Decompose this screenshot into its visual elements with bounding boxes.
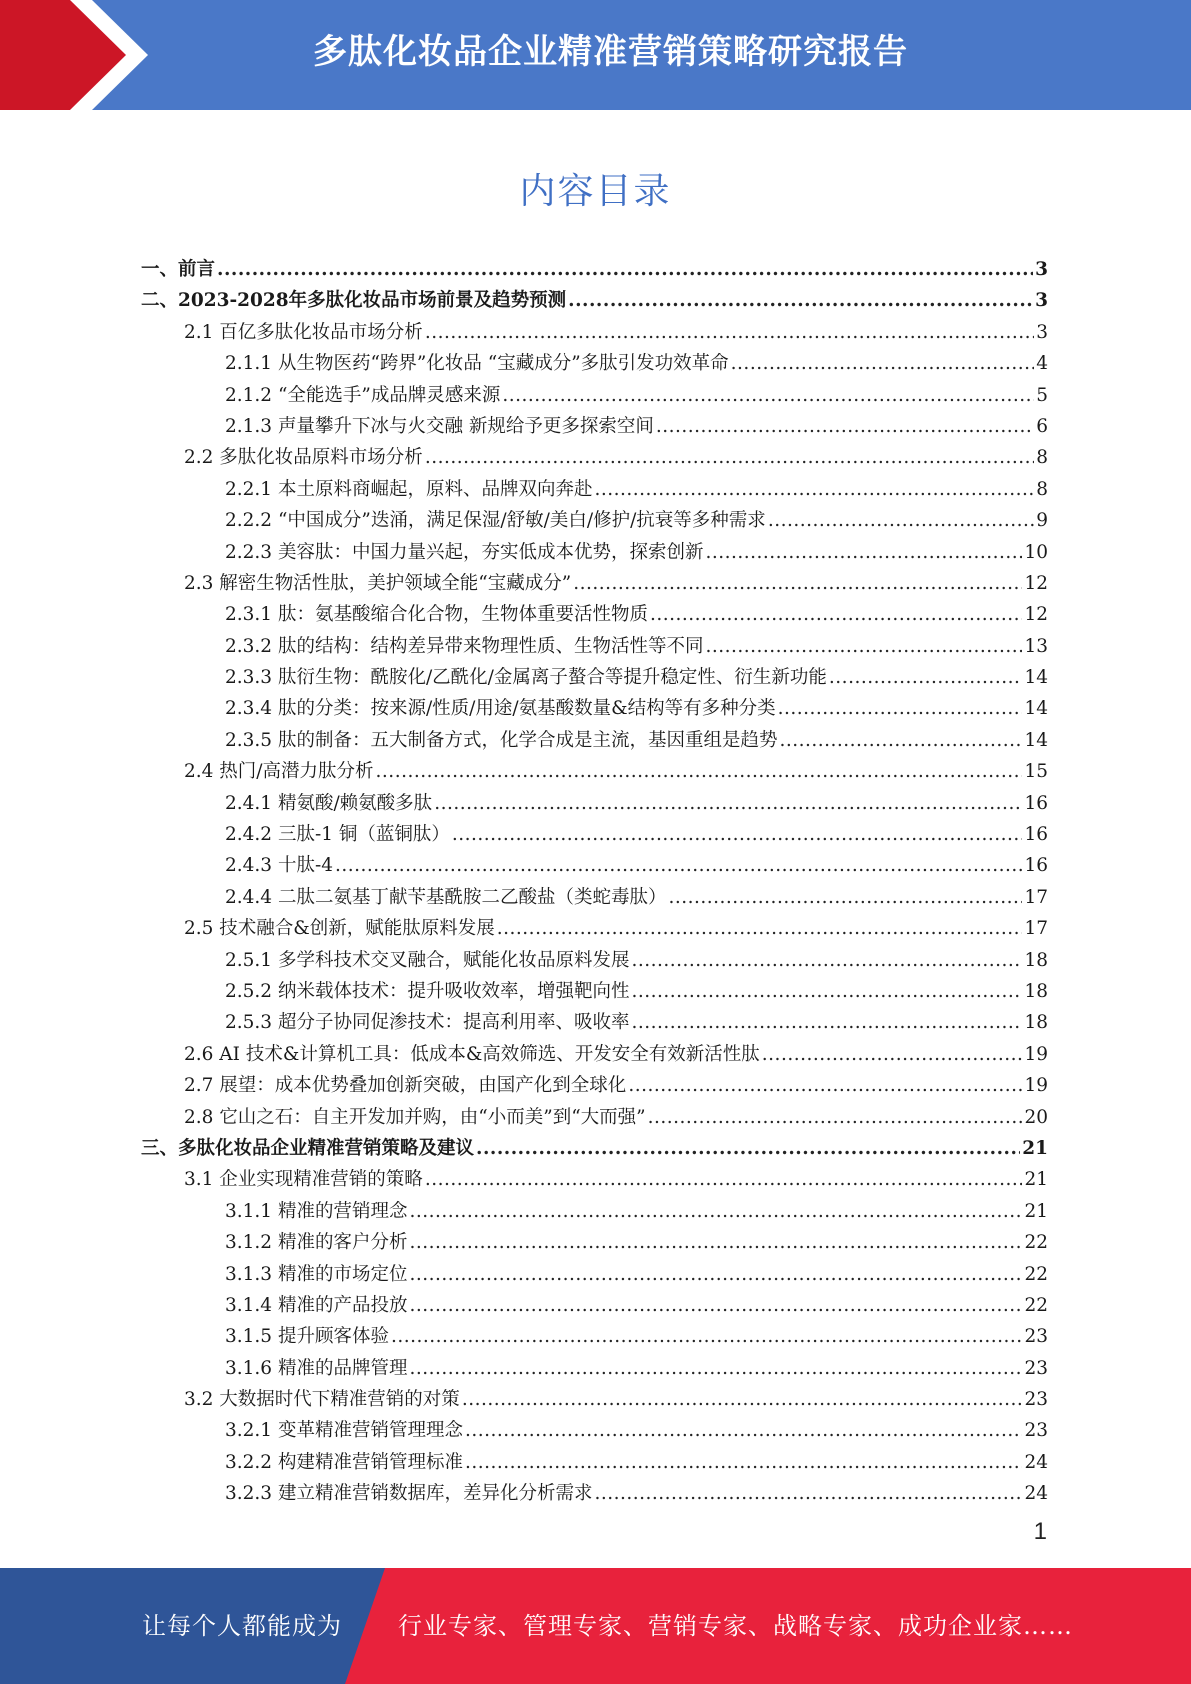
toc-entry-text: 3.1 企业实现精准营销的策略 bbox=[184, 1169, 423, 1191]
toc-entry-text: 2.7 展望：成本优势叠加创新突破，由国产化到全球化 bbox=[184, 1075, 627, 1097]
toc-entry[interactable] bbox=[141, 1447, 1048, 1478]
toc-entry-page: 12 bbox=[1024, 604, 1048, 626]
toc-entry[interactable] bbox=[141, 1321, 1048, 1352]
toc-entry-text: 2.3.4 肽的分类：按来源/性质/用途/氨基酸数量&结构等有多种分类 bbox=[225, 698, 776, 720]
toc-entry-text: 2.5.2 纳米载体技术：提升吸收效率，增强靶向性 bbox=[225, 980, 630, 1002]
toc-leader-dots bbox=[656, 411, 1034, 442]
toc-entry-page: 14 bbox=[1024, 698, 1048, 720]
toc-entry-page: 23 bbox=[1024, 1326, 1048, 1348]
toc-entry-page: 16 bbox=[1024, 792, 1048, 814]
toc-entry-text: 2.3.1 肽：氨基酸缩合化合物，生物体重要活性物质 bbox=[225, 604, 648, 626]
toc-leader-dots bbox=[829, 662, 1023, 693]
toc-entry-text: 2.4.3 十肽-4 bbox=[225, 855, 333, 877]
toc-entry[interactable] bbox=[141, 348, 1048, 379]
toc-leader-dots bbox=[465, 1415, 1022, 1446]
toc-entry-page: 23 bbox=[1024, 1420, 1048, 1442]
toc-entry-page: 10 bbox=[1024, 541, 1048, 563]
toc-entry-text: 2.5.3 超分子协同促渗技术：提高利用率、吸收率 bbox=[225, 1012, 630, 1034]
toc-entry[interactable] bbox=[141, 285, 1048, 316]
toc-entry[interactable] bbox=[141, 631, 1048, 662]
toc-entry-page: 12 bbox=[1024, 572, 1048, 594]
toc-entry[interactable] bbox=[141, 913, 1048, 944]
toc-entry-text: 2.1.2 “全能选手”成品牌灵感来源 bbox=[225, 384, 501, 406]
toc-heading: 内容目录 bbox=[519, 171, 672, 212]
toc-entry-text: 2.4.4 二肽二氨基丁献苄基酰胺二乙酸盐（类蛇毒肽） bbox=[225, 886, 667, 908]
toc-leader-dots bbox=[573, 568, 1022, 599]
toc-entry-text: 一、前言 bbox=[141, 259, 216, 280]
toc-leader-dots bbox=[594, 1478, 1022, 1509]
toc-entry[interactable] bbox=[141, 1007, 1048, 1038]
toc-entry-text: 3.1.3 精准的市场定位 bbox=[225, 1263, 408, 1285]
toc-entry-page: 21 bbox=[1024, 1200, 1048, 1222]
toc-entry[interactable] bbox=[141, 411, 1048, 442]
toc-leader-dots bbox=[409, 1227, 1022, 1258]
toc-leader-dots bbox=[425, 442, 1034, 473]
toc-leader-dots bbox=[631, 1007, 1022, 1038]
toc-entry-text: 3.2.1 变革精准营销管理理念 bbox=[225, 1420, 463, 1442]
toc-leader-dots bbox=[425, 1164, 1023, 1195]
footer-slogan-right: 行业专家、管理专家、营销专家、战略专家、成功企业家…… bbox=[398, 1612, 1073, 1640]
toc-entry[interactable] bbox=[141, 788, 1048, 819]
toc-entry-page: 16 bbox=[1024, 855, 1048, 877]
toc-entry-page: 19 bbox=[1024, 1043, 1048, 1065]
toc-entry[interactable] bbox=[141, 1290, 1048, 1321]
toc-entry-text: 2.1.3 声量攀升下冰与火交融 新规给予更多探索空间 bbox=[225, 415, 654, 437]
toc-entry-page: 22 bbox=[1024, 1294, 1048, 1316]
toc-entry-page: 18 bbox=[1024, 949, 1048, 971]
toc-entry-page: 17 bbox=[1024, 918, 1048, 940]
toc-entry-page: 18 bbox=[1024, 1012, 1048, 1034]
toc-entry-text: 3.2.3 建立精准营销数据库，差异化分析需求 bbox=[225, 1483, 593, 1505]
toc-entry-text: 2.8 它山之石：自主开发加并购，由“小而美”到“大而强” bbox=[184, 1106, 646, 1128]
toc-leader-dots bbox=[648, 1102, 1023, 1133]
toc-entry[interactable] bbox=[141, 1384, 1048, 1415]
toc-leader-dots bbox=[462, 1384, 1023, 1415]
toc-leader-dots bbox=[497, 913, 1023, 944]
toc-entry-text: 3.1.1 精准的营销理念 bbox=[225, 1200, 408, 1222]
toc-entry[interactable] bbox=[141, 1478, 1048, 1509]
toc-entry-page: 6 bbox=[1036, 415, 1048, 437]
toc-leader-dots bbox=[409, 1196, 1022, 1227]
document-title: 多肽化妆品企业精准营销策略研究报告 bbox=[313, 32, 908, 72]
toc-entry-text: 2.5.1 多学科技术交叉融合，赋能化妆品原料发展 bbox=[225, 949, 630, 971]
toc-entry-text: 2.4.1 精氨酸/赖氨酸多肽 bbox=[225, 792, 433, 814]
toc-entry-text: 2.1.1 从生物医药“跨界”化妆品 “宝藏成分”多肽引发功效革命 bbox=[225, 353, 729, 375]
toc-entry-page: 24 bbox=[1024, 1483, 1048, 1505]
toc-entry-page: 5 bbox=[1036, 384, 1048, 406]
toc-entry[interactable] bbox=[141, 442, 1048, 473]
toc-entry[interactable] bbox=[141, 254, 1048, 285]
toc-entry[interactable] bbox=[141, 1039, 1048, 1070]
page-number: 1 bbox=[1033, 1518, 1047, 1545]
toc-leader-dots bbox=[778, 693, 1023, 724]
toc-leader-dots bbox=[762, 1039, 1023, 1070]
toc-entry[interactable] bbox=[141, 756, 1048, 787]
toc-entry[interactable] bbox=[141, 1133, 1048, 1164]
toc-entry-page: 20 bbox=[1024, 1106, 1048, 1128]
toc-leader-dots bbox=[594, 474, 1034, 505]
toc-entry-text: 2.2.3 美容肽：中国力量兴起，夯实低成本优势，探索创新 bbox=[225, 541, 704, 563]
toc-entry-text: 3.1.4 精准的产品投放 bbox=[225, 1294, 408, 1316]
toc-entry-text: 3.2.2 构建精准营销管理标准 bbox=[225, 1451, 463, 1473]
toc-entry[interactable] bbox=[141, 505, 1048, 536]
toc-leader-dots bbox=[502, 380, 1034, 411]
toc-leader-dots bbox=[731, 348, 1035, 379]
footer-slogan-left: 让每个人都能成为 bbox=[142, 1612, 342, 1640]
toc-entry[interactable] bbox=[141, 537, 1048, 568]
toc-entry[interactable] bbox=[141, 725, 1048, 756]
toc-leader-dots bbox=[376, 756, 1023, 787]
toc-leader-dots bbox=[434, 788, 1022, 819]
toc-entry-text: 2.3.3 肽衍生物：酰胺化/乙酰化/金属离子螯合等提升稳定性、衍生新功能 bbox=[225, 667, 827, 689]
toc-leader-dots bbox=[631, 976, 1022, 1007]
toc-entry[interactable] bbox=[141, 380, 1048, 411]
toc-leader-dots bbox=[668, 882, 1022, 913]
toc-entry-text: 2.2 多肽化妆品原料市场分析 bbox=[184, 447, 423, 469]
toc-entry[interactable] bbox=[141, 850, 1048, 881]
toc-entry[interactable] bbox=[141, 1070, 1048, 1101]
toc-leader-dots bbox=[705, 631, 1022, 662]
toc-entry-page: 18 bbox=[1024, 980, 1048, 1002]
toc-entry-page: 8 bbox=[1036, 478, 1048, 500]
toc-leader-dots bbox=[568, 285, 1033, 316]
toc-leader-dots bbox=[391, 1321, 1022, 1352]
toc-leader-dots bbox=[465, 1447, 1022, 1478]
toc-entry-text: 2.3.2 肽的结构：结构差异带来物理性质、生物活性等不同 bbox=[225, 635, 704, 657]
toc-entry-page: 14 bbox=[1024, 729, 1048, 751]
toc-leader-dots bbox=[631, 945, 1022, 976]
toc-entry[interactable] bbox=[141, 317, 1048, 348]
toc-entry-text: 3.1.6 精准的品牌管理 bbox=[225, 1357, 408, 1379]
toc-entry-page: 19 bbox=[1024, 1075, 1048, 1097]
toc-leader-dots bbox=[217, 254, 1033, 285]
table-of-contents bbox=[141, 254, 1048, 1510]
toc-entry-page: 21 bbox=[1024, 1169, 1048, 1191]
toc-leader-dots bbox=[779, 725, 1022, 756]
toc-entry[interactable] bbox=[141, 693, 1048, 724]
toc-entry[interactable] bbox=[141, 1102, 1048, 1133]
toc-entry[interactable] bbox=[141, 976, 1048, 1007]
toc-entry-text: 2.2.2 “中国成分”迭涌，满足保湿/舒敏/美白/修护/抗衰等多种需求 bbox=[225, 510, 766, 532]
toc-entry[interactable] bbox=[141, 882, 1048, 913]
toc-leader-dots bbox=[409, 1353, 1022, 1384]
toc-entry-page: 3 bbox=[1036, 321, 1048, 343]
toc-entry[interactable] bbox=[141, 599, 1048, 630]
toc-entry-page: 16 bbox=[1024, 824, 1048, 846]
toc-leader-dots bbox=[425, 317, 1034, 348]
toc-entry-page: 3 bbox=[1035, 290, 1048, 312]
toc-entry[interactable] bbox=[141, 662, 1048, 693]
toc-leader-dots bbox=[650, 599, 1022, 630]
toc-entry-text: 2.5 技术融合&创新，赋能肽原料发展 bbox=[184, 918, 495, 940]
toc-entry-text: 3.2 大数据时代下精准营销的对策 bbox=[184, 1389, 460, 1411]
toc-entry-page: 13 bbox=[1024, 635, 1048, 657]
header-banner bbox=[0, 0, 1191, 110]
toc-entry[interactable] bbox=[141, 945, 1048, 976]
toc-entry-text: 2.6 AI 技术&计算机工具：低成本&高效筛选、开发安全有效新活性肽 bbox=[184, 1043, 760, 1065]
toc-entry-page: 9 bbox=[1036, 510, 1048, 532]
footer-banner bbox=[0, 1568, 1191, 1684]
toc-entry[interactable] bbox=[141, 1164, 1048, 1195]
toc-entry-text: 二、2023-2028年多肽化妆品市场前景及趋势预测 bbox=[141, 290, 567, 312]
toc-entry[interactable] bbox=[141, 819, 1048, 850]
toc-leader-dots bbox=[768, 505, 1034, 536]
toc-entry-text: 2.3 解密生物活性肽，美护领域全能“宝藏成分” bbox=[184, 572, 572, 594]
toc-leader-dots bbox=[476, 1133, 1020, 1164]
toc-entry-page: 3 bbox=[1035, 259, 1048, 280]
toc-entry-page: 21 bbox=[1022, 1137, 1048, 1159]
toc-entry[interactable] bbox=[141, 1196, 1048, 1227]
toc-entry-text: 3.1.2 精准的客户分析 bbox=[225, 1232, 408, 1254]
toc-leader-dots bbox=[409, 1259, 1022, 1290]
toc-entry[interactable] bbox=[141, 1259, 1048, 1290]
toc-entry-text: 2.2.1 本土原料商崛起，原料、品牌双向奔赴 bbox=[225, 478, 593, 500]
toc-entry-page: 15 bbox=[1024, 761, 1048, 783]
toc-entry-page: 17 bbox=[1024, 886, 1048, 908]
toc-entry-page: 23 bbox=[1024, 1389, 1048, 1411]
toc-entry-page: 8 bbox=[1036, 447, 1048, 469]
toc-entry[interactable] bbox=[141, 1415, 1048, 1446]
toc-entry-text: 2.1 百亿多肽化妆品市场分析 bbox=[184, 321, 423, 343]
toc-entry[interactable] bbox=[141, 568, 1048, 599]
toc-entry[interactable] bbox=[141, 474, 1048, 505]
toc-leader-dots bbox=[628, 1070, 1022, 1101]
toc-entry-page: 22 bbox=[1024, 1232, 1048, 1254]
toc-entry-text: 2.4 热门/高潜力肽分析 bbox=[184, 761, 374, 783]
toc-entry-text: 2.4.2 三肽-1 铜（蓝铜肽） bbox=[225, 824, 450, 846]
toc-entry[interactable] bbox=[141, 1353, 1048, 1384]
toc-leader-dots bbox=[705, 537, 1022, 568]
toc-entry-page: 4 bbox=[1036, 353, 1048, 375]
toc-entry-page: 14 bbox=[1024, 667, 1048, 689]
toc-entry[interactable] bbox=[141, 1227, 1048, 1258]
toc-entry-text: 2.3.5 肽的制备：五大制备方式，化学合成是主流，基因重组是趋势 bbox=[225, 729, 778, 751]
toc-leader-dots bbox=[452, 819, 1023, 850]
toc-entry-page: 24 bbox=[1024, 1451, 1048, 1473]
toc-entry-text: 三、多肽化妆品企业精准营销策略及建议 bbox=[141, 1137, 475, 1159]
toc-entry-text: 3.1.5 提升顾客体验 bbox=[225, 1326, 389, 1348]
toc-leader-dots bbox=[335, 850, 1022, 881]
toc-leader-dots bbox=[409, 1290, 1022, 1321]
toc-entry-page: 22 bbox=[1024, 1263, 1048, 1285]
toc-entry-page: 23 bbox=[1024, 1357, 1048, 1379]
